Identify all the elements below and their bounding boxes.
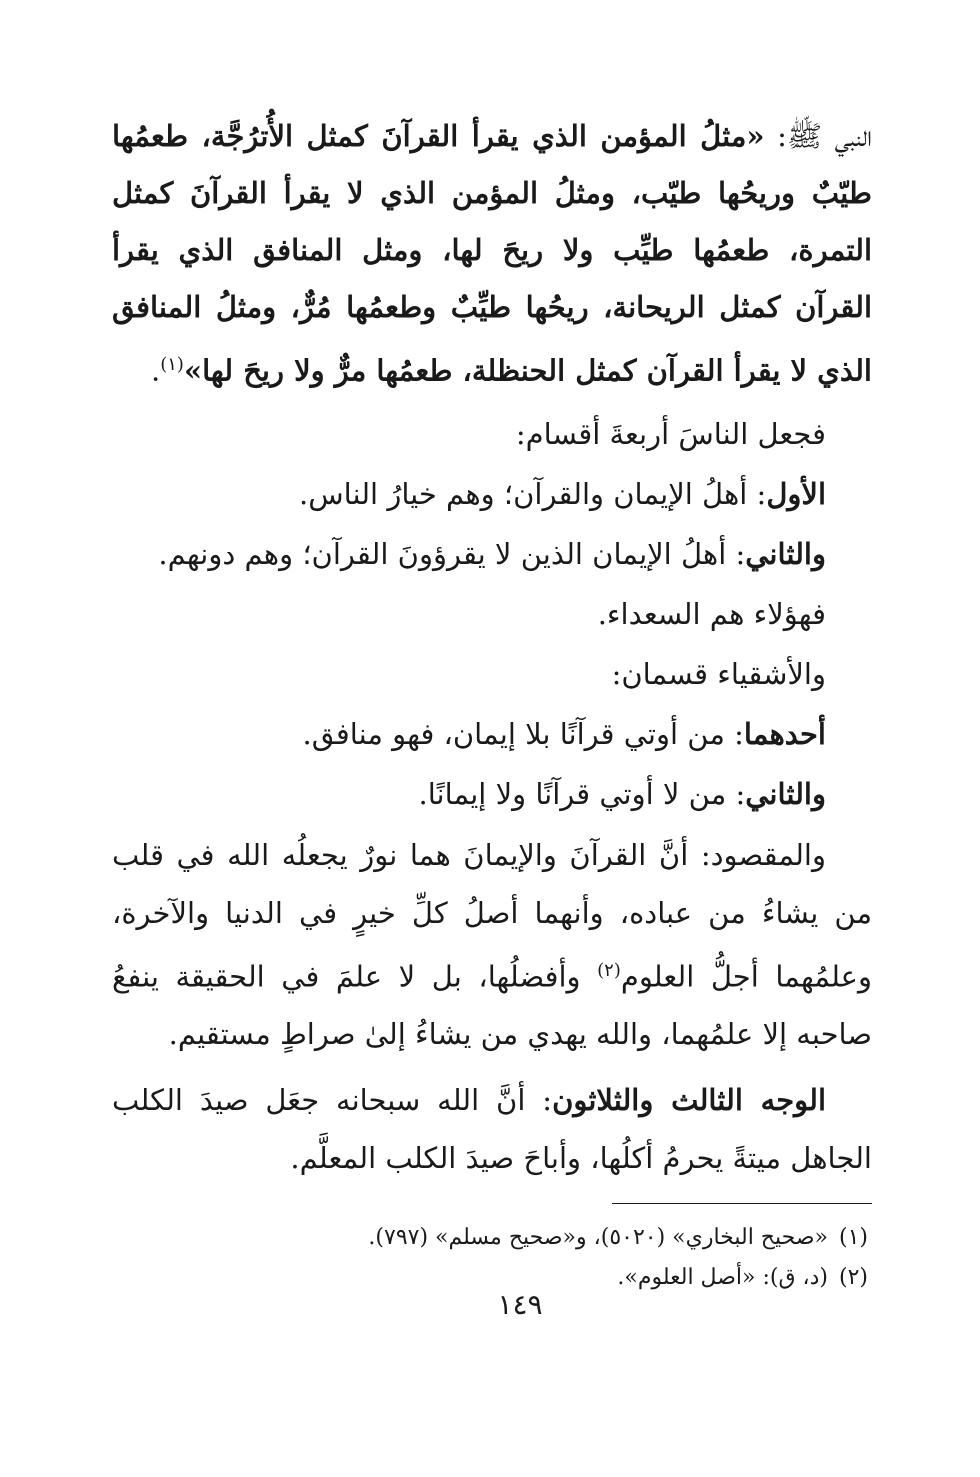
footnote-2: (٢)(د، ق): «أصل العلوم».	[617, 1265, 868, 1291]
line-wretched-one: أحدهما: من أوتي قرآنًا بلا إيمان، فهو منافق.	[302, 716, 826, 751]
hadith-intro: النبي ﷺ:	[764, 119, 872, 153]
hadith-paragraph: النبي ﷺ: «مثلُ المؤمن الذي يقرأ القرآنَ كمثل الأُترُجَّة، طعمُها طيّبٌ وريحُها طيّب، ومثلُ المؤمن الذي لا يقرأ القرآنَ كمثل التمرة، طعمُها طيِّب ولا ريحَ لها، ومثل المنافق الذي يقرأ القرآن كمثل الريحانة، ريحُها طيِّبٌ وطعمُها مُرٌّ، ومثلُ المنافق الذي لا يقرأ القرآن كمثل الحنظلة، طعمُها مرٌّ ولا ريحَ لها»$^{(١)}$.	[112, 119, 872, 388]
footnote-separator	[612, 1203, 872, 1204]
footnote-1: (١)«صحيح البخاري» (٥٠٢٠)، و«صحيح مسلم» (٧٩٧).	[368, 1225, 868, 1251]
line-the-happy: فهؤلاء هم السعداء.	[597, 596, 826, 631]
paragraph-33rd-aspect: الوجه الثالث والثلاثون: أنَّ الله سبحانه جعَل صيدَ الكلب الجاهل ميتةً يحرمُ أكلُها، وأباحَ صيدَ الكلب المعلَّم.	[112, 1083, 872, 1176]
line-four-categories: فجعل الناسَ أربعةَ أقسام:	[515, 416, 826, 451]
line-wretched-two: والثاني: من لا أوتي قرآنًا ولا إيمانًا.	[418, 776, 826, 811]
line-first-category: الأول: أهلُ الإيمان والقرآن؛ وهم خيارُ الناس.	[299, 476, 826, 511]
line-the-wretched: والأشقياء قسمان:	[611, 656, 826, 691]
page-number: ١٤٩	[497, 1288, 543, 1321]
footnote-ref-1[interactable]: (١)	[160, 354, 184, 375]
hadith-text: «مثلُ المؤمن الذي يقرأ القرآنَ كمثل الأُترُجَّة، طعمُها طيّبٌ وريحُها طيّب، ومثلُ المؤمن الذي لا يقرأ القرآنَ كمثل التمرة، طعمُها طيِّب ولا ريحَ لها، ومثل المنافق الذي يقرأ القرآن كمثل الريحانة، ريحُها طيِّبٌ وطعمُها مُرٌّ، ومثلُ المنافق الذي لا يقرأ القرآن كمثل الحنظلة، طعمُها مرٌّ ولا ريحَ لها»	[112, 119, 872, 388]
page-body	[112, 108, 872, 1298]
paragraph-purpose: والمقصود: أنَّ القرآنَ والإيمانَ هما نورٌ يجعلُه الله في قلب من يشاءُ من عباده، وأنهما أصلُ كلِّ خيرٍ في الدنيا والآخرة، وعلمُهما أجلُّ العلوم$^{(٢)}$ وأفضلُها، بل لا علمَ في الحقيقة ينفعُ صاحبه إلا علمُهما، والله يهدي من يشاءُ إلىٰ صراطٍ مستقيم.	[112, 837, 872, 1052]
line-second-category: والثاني: أهلُ الإيمان الذين لا يقرؤونَ القرآن؛ وهم دونهم.	[158, 536, 826, 571]
footnote-ref-2[interactable]: (٢)	[597, 959, 621, 981]
